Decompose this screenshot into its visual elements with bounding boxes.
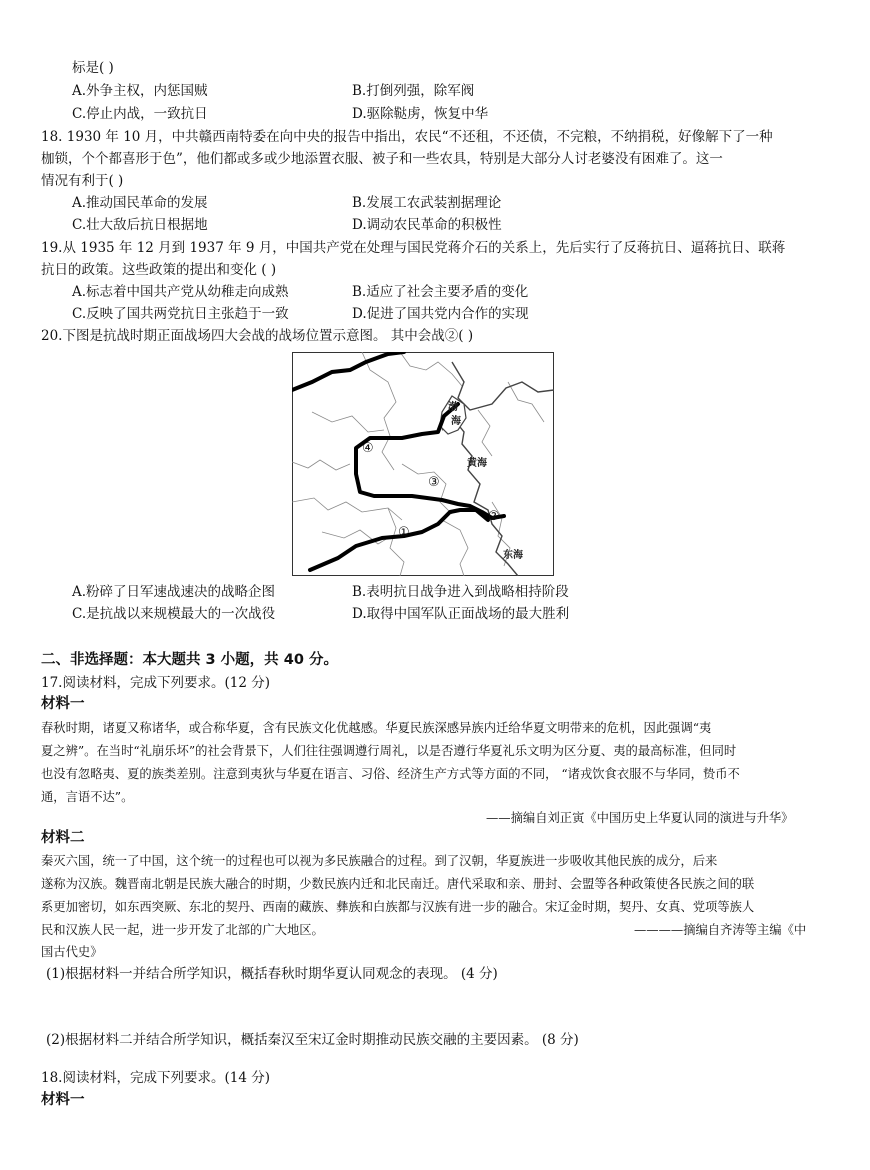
battle-location-map <box>292 352 554 576</box>
subquestion-2: (2)根据材料二并结合所学知识，概括秦汉至宋辽金时期推动民族交融的主要因素。 (8 分) <box>46 1032 579 1048</box>
prev-question-stem-tail: 标是( ) <box>72 60 114 76</box>
q20-option-b: B.表明抗日战争进入到战略相持阶段 <box>352 584 569 600</box>
q19-stem-line2: 抗日的政策。这些政策的提出和变化 ( ) <box>41 262 277 278</box>
bohai-label-1: 渤 <box>448 402 458 413</box>
q18-option-d: D.调动农民革命的积极性 <box>352 217 502 233</box>
q17-title: 17.阅读材料，完成下列要求。(12 分) <box>41 675 270 691</box>
battle-marker-3: ③ <box>428 475 440 490</box>
q18-stem-line1: 18. 1930 年 10 月，中共赣西南特委在向中央的报告中指出，农民“不还租，不还债，不完粮，不纳捐税，好像解下了一种 <box>41 129 773 145</box>
material1-line1: 春秋时期，诸夏又称诸华，或合称华夏，含有民族文化优越感。华夏民族深感异族内迁给华夏文明带来的危机，因此强调“夷 <box>41 721 712 735</box>
material2-source-b: 国古代史》 <box>41 945 103 959</box>
material1-label: 材料一 <box>41 696 85 712</box>
subquestion-1: (1)根据材料一并结合所学知识，概括春秋时期华夏认同观念的表现。 (4 分) <box>46 966 498 982</box>
material2-line4: 民和汉族人民一起，进一步开发了北部的广大地区。 <box>41 923 324 937</box>
material1-line3: 也没有忽略夷、夏的族类差别。注意到夷狄与华夏在语言、习俗、经济生产方式等方面的不同， “诸戎饮食衣服不与华同，贽币不 <box>41 767 740 781</box>
battle-marker-1: ① <box>398 525 410 540</box>
material1-line2: 夏之辨”。在当时“礼崩乐坏”的社会背景下，人们往往强调遵行周礼，以是否遵行华夏礼乐文明为区分夏、夷的最高标准，但同时 <box>41 744 737 758</box>
material2-line1: 秦灭六国，统一了中国，这个统一的过程也可以视为多民族融合的过程。到了汉朝，华夏族进一步吸收其他民族的成分，后来 <box>41 854 718 868</box>
bohai-label-2: 海 <box>451 416 461 427</box>
q18-option-b: B.发展工农武装割据理论 <box>352 195 502 211</box>
q18-option-a: A.推动国民革命的发展 <box>72 195 208 211</box>
q18-essay-title: 18.阅读材料，完成下列要求。(14 分) <box>41 1070 270 1086</box>
battle-marker-2: ② <box>488 509 500 524</box>
q18-stem-line3: 情况有利于( ) <box>41 173 124 189</box>
map-figure <box>292 352 554 576</box>
q20-stem: 20.下图是抗战时期正面战场四大会战的战场位置示意图。 其中会战②( ) <box>41 328 474 344</box>
q20-option-a: A.粉碎了日军速战速决的战略企图 <box>72 584 276 600</box>
huanghai-label: 黄海 <box>467 458 487 469</box>
q18-material1-label: 材料一 <box>41 1092 85 1108</box>
donghai-label: 东海 <box>503 550 523 561</box>
q19-option-a: A.标志着中国共产党从幼稚走向成熟 <box>72 284 289 300</box>
prev-option-d: D.驱除鞑虏，恢复中华 <box>352 106 489 122</box>
material2-line3: 系更加密切，如东西突厥、东北的契丹、西南的藏族、彝族和白族都与汉族有进一步的融合。宋辽金时期，契丹、女真、党项等族人 <box>41 900 755 914</box>
material2-source-a: ————摘编自齐涛等主编《中 <box>634 923 807 937</box>
battle-marker-4: ④ <box>362 441 374 456</box>
q18-stem-line2: 枷锁，个个都喜形于色”，他们都或多或少地添置衣服、被子和一些农具，特别是大部分人讨老婆没有困难了。这一 <box>41 151 723 167</box>
material1-source: ——摘编自刘正寅《中国历史上华夏认同的演进与升华》 <box>486 811 794 825</box>
q19-option-b: B.适应了社会主要矛盾的变化 <box>352 284 529 300</box>
prev-option-b: B.打倒列强，除军阀 <box>352 83 475 99</box>
material1-line4: 通，言语不达”。 <box>41 790 134 804</box>
q19-option-c: C.反映了国共两党抗日主张趋于一致 <box>72 306 289 322</box>
q20-option-c: C.是抗战以来规模最大的一次战役 <box>72 606 276 622</box>
material2-line2: 遂称为汉族。魏晋南北朝是民族大融合的时期，少数民族内迁和北民南迁。唐代采取和亲、册封、会盟等各种政策使各民族之间的联 <box>41 877 755 891</box>
prev-option-a: A.外争主权，内惩国贼 <box>72 83 208 99</box>
material2-label: 材料二 <box>41 830 85 846</box>
q19-option-d: D.促进了国共党内合作的实现 <box>352 306 529 322</box>
q19-stem-line1: 19.从 1935 年 12 月到 1937 年 9 月，中国共产党在处理与国民党蒋介石的关系上，先后实行了反蒋抗日、逼蒋抗日、联蒋 <box>41 240 786 256</box>
q18-option-c: C.壮大敌后抗日根据地 <box>72 217 208 233</box>
prev-option-c: C.停止内战，一致抗日 <box>72 106 208 122</box>
q20-option-d: D.取得中国军队正面战场的最大胜利 <box>352 606 570 622</box>
section2-heading: 二、非选择题：本大题共 3 小题，共 40 分。 <box>41 652 338 668</box>
